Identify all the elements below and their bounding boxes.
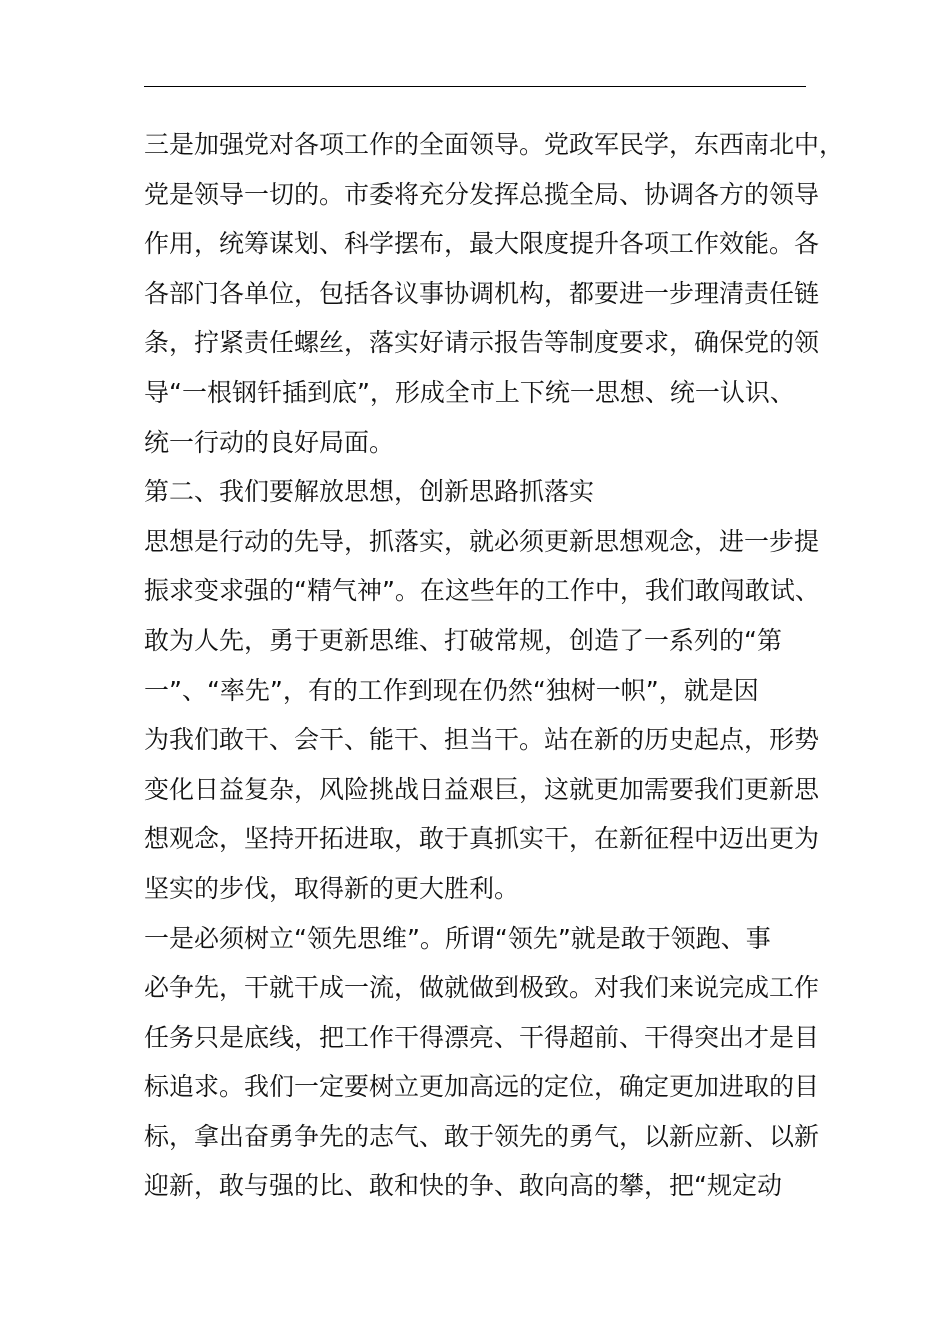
text-line: 标，拿出奋勇争先的志气、敢于领先的勇气，以新应新、以新 (144, 1121, 820, 1151)
text-line: 条，拧紧责任螺丝，落实好请示报告等制度要求，确保党的领 (144, 328, 820, 358)
header-rule (144, 86, 806, 87)
text-line: 迎新，敢与强的比、敢和快的争、敢向高的攀，把“规定动 (144, 1171, 782, 1201)
text-line: 党是领导一切的。市委将充分发挥总揽全局、协调各方的领导 (144, 179, 820, 209)
text-line: 各部门各单位，包括各议事协调机构，都要进一步理清责任链 (144, 278, 820, 308)
text-line: 想观念，坚持开拓进取，敢于真抓实干，在新征程中迈出更为 (144, 824, 820, 854)
text-line: 敢为人先，勇于更新思维、打破常规，创造了一系列的“第 (144, 625, 782, 655)
text-line: 任务只是底线，把工作干得漂亮、干得超前、干得突出才是目 (144, 1022, 820, 1052)
text-line: 导“一根钢钎插到底”，形成全市上下统一思想、统一认识、 (144, 377, 795, 407)
text-line: 标追求。我们一定要树立更加高远的定位，确定更加进取的目 (144, 1072, 820, 1102)
text-line: 振求变求强的“精气神”。在这些年的工作中，我们敢闯敢试、 (144, 576, 820, 606)
text-line: 必争先，干就干成一流，做就做到极致。对我们来说完成工作 (144, 973, 820, 1003)
text-line: 思想是行动的先导，抓落实，就必须更新思想观念，进一步提 (144, 526, 820, 556)
text-line: 为我们敢干、会干、能干、担当干。站在新的历史起点，形势 (144, 725, 820, 755)
text-line: 坚实的步伐，取得新的更大胜利。 (144, 873, 520, 903)
text-line: 作用，统筹谋划、科学摆布，最大限度提升各项工作效能。各 (144, 229, 820, 259)
text-line: 一是必须树立“领先思维”。所谓“领先”就是敢于领跑、事 (144, 923, 771, 953)
text-line: 三是加强党对各项工作的全面领导。党政军民学，东西南北中， (144, 130, 845, 159)
text-line: 统一行动的良好局面。 (144, 427, 395, 457)
text-line: 一”、“率先”，有的工作到现在仍然“独树一帜”，就是因 (144, 675, 759, 705)
text-line: 变化日益复杂，风险挑战日益艰巨，这就更加需要我们更新思 (144, 774, 820, 804)
section-heading: 第二、我们要解放思想，创新思路抓落实 (144, 477, 595, 507)
document-body (144, 120, 845, 1211)
